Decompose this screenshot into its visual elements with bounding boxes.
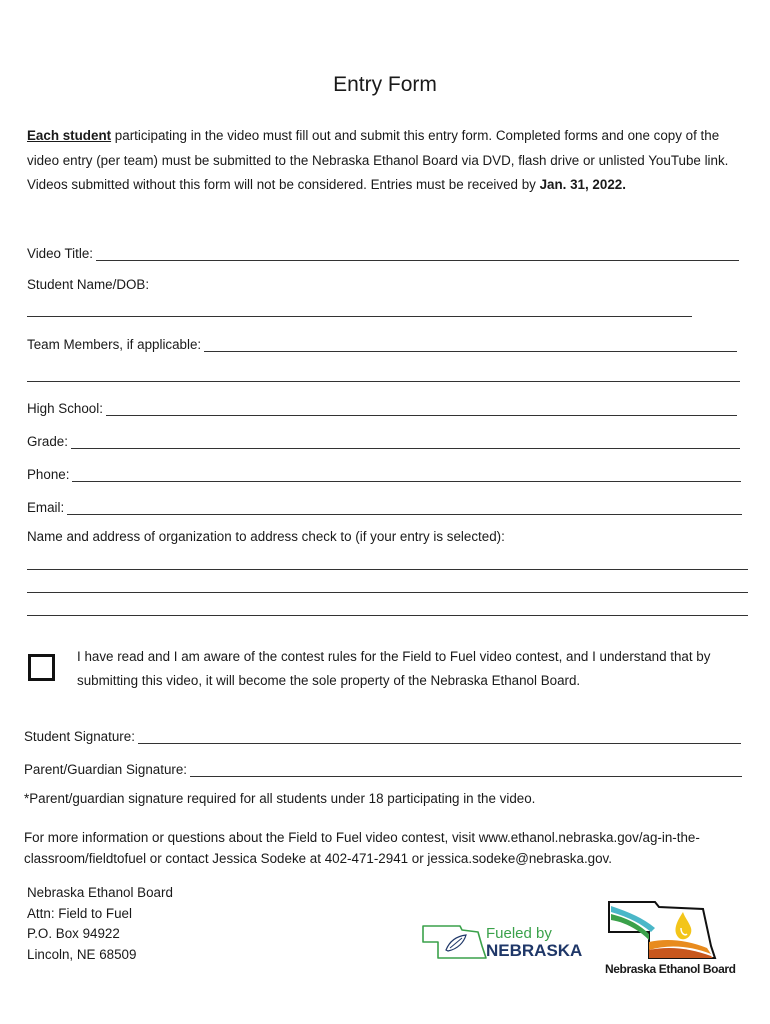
parent-signature-field[interactable] (24, 759, 742, 777)
ethanol-drop-icon (603, 898, 723, 960)
team-members-line[interactable] (204, 339, 737, 352)
student-signature-line[interactable] (138, 731, 741, 744)
student-signature-label: Student Signature: (24, 729, 135, 744)
intro-paragraph (27, 124, 747, 198)
student-name-label: Student Name/DOB: (27, 277, 150, 292)
fueled-by-nebraska-logo (420, 918, 592, 962)
deadline-text: Jan. 31, 2022. (539, 177, 626, 192)
fueled-by-text: Fueled by (486, 925, 552, 942)
agreement-text: I have read and I am aware of the contest rules for the Field to Fuel video contest, and I understand that by submitting this video, it will become the sole property of the Nebraska Ethanol Board. (77, 649, 711, 688)
email-label: Email: (27, 500, 65, 515)
student-signature-field[interactable] (24, 726, 741, 744)
nebraska-ethanol-board-logo (603, 898, 736, 984)
grade-field[interactable] (27, 431, 740, 449)
phone-label: Phone: (27, 467, 70, 482)
parent-signature-label: Parent/Guardian Signature: (24, 762, 188, 777)
high-school-line[interactable] (106, 403, 737, 416)
video-title-label: Video Title: (27, 246, 94, 261)
email-field[interactable] (27, 497, 742, 515)
page-title: Entry Form (333, 73, 437, 96)
address-line-2: Attn: Field to Fuel (27, 905, 132, 921)
org-address-line-3[interactable] (27, 615, 748, 616)
team-members-label: Team Members, if applicable: (27, 337, 202, 352)
student-name-line[interactable] (27, 316, 692, 317)
mailing-address (27, 883, 173, 965)
grade-label: Grade: (27, 434, 68, 449)
phone-line[interactable] (72, 469, 741, 482)
parent-signature-note: *Parent/guardian signature required for all students under 18 participating in the video. (24, 791, 536, 806)
phone-field[interactable] (27, 464, 741, 482)
ethanol-board-caption: Nebraska Ethanol Board (605, 962, 736, 976)
email-line[interactable] (67, 502, 742, 515)
nebraska-text: NEBRASKA (486, 941, 583, 960)
high-school-field[interactable] (27, 398, 737, 416)
address-line-4: Lincoln, NE 68509 (27, 946, 137, 962)
team-members-field[interactable] (27, 334, 737, 352)
address-line-1: Nebraska Ethanol Board (27, 885, 173, 900)
address-line-3: P.O. Box 94922 (27, 926, 120, 941)
nebraska-outline-icon (420, 918, 592, 962)
video-title-field[interactable] (27, 243, 739, 261)
grade-line[interactable] (71, 436, 740, 449)
team-members-line-2[interactable] (27, 381, 740, 382)
intro-body: participating in the video must fill out and submit this entry form. Completed forms and one copy of the video entry (per team) must be submitted to the Nebraska Ethanol Board via DVD, flash drive or unlisted YouTube link. Videos submitted without this form will not be considered. Entries must be received by (27, 128, 729, 192)
org-address-label: Name and address of organization to address check to (if your entry is selected): (27, 529, 505, 544)
parent-signature-line[interactable] (190, 764, 742, 777)
intro-lead: Each student (27, 128, 112, 143)
org-address-line-1[interactable] (27, 569, 748, 570)
org-address-line-2[interactable] (27, 592, 748, 593)
video-title-line[interactable] (96, 248, 739, 261)
agreement-checkbox[interactable] (28, 654, 55, 681)
high-school-label: High School: (27, 401, 103, 416)
contact-info: For more information or questions about the Field to Fuel video contest, visit www.ethanol.nebraska.gov/ag-in-the-classroom/fieldtofuel or contact Jessica Sodeke at 402-471-2941 or jessica.sodeke@nebraska.gov. (24, 830, 700, 866)
